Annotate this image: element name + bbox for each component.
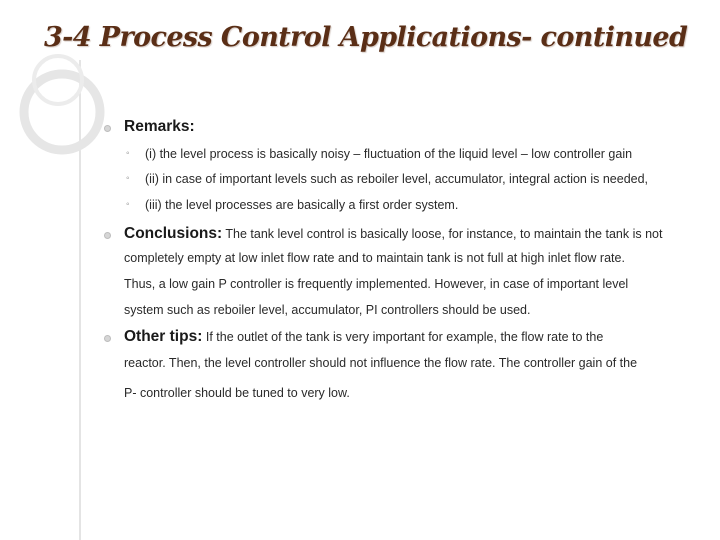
conclusions-line: The tank level control is basically loose, for instance, to maintain the tank is not xyxy=(225,227,663,241)
bullet-other-tips-icon xyxy=(104,335,111,342)
other-tips-line: reactor. Then, the level controller should not influence the flow rate. The controller gain of the xyxy=(124,356,638,370)
remarks-item: (iii) the level processes are basically a first order system. xyxy=(145,198,459,212)
bullet-conclusions-icon xyxy=(104,232,111,239)
bullet-remarks-icon xyxy=(104,125,111,132)
sub-bullet-icon: ◦ xyxy=(126,199,130,210)
remarks-heading: Remarks: xyxy=(124,118,195,135)
other-tips-paragraph xyxy=(124,328,603,346)
other-tips-line: P- controller should be tuned to very low. xyxy=(124,386,350,400)
conclusions-line: completely empty at low inlet flow rate and to maintain tank is not full at high inlet flow rate. xyxy=(124,251,625,265)
slide-title: 3-4 Process Control Applications- continued xyxy=(44,22,688,53)
sub-bullet-icon: ◦ xyxy=(126,173,130,184)
conclusions-heading: Conclusions: xyxy=(124,225,223,242)
conclusions-paragraph xyxy=(124,225,662,243)
remarks-item: (ii) in case of important levels such as reboiler level, accumulator, integral action is needed, xyxy=(145,172,649,186)
conclusions-line: system such as reboiler level, accumulator, PI controllers should be used. xyxy=(124,303,531,317)
other-tips-heading: Other tips: xyxy=(124,328,203,345)
remarks-item: (i) the level process is basically noisy – fluctuation of the liquid level – low controller gain xyxy=(145,147,633,161)
sub-bullet-icon: ◦ xyxy=(126,148,130,159)
other-tips-line: If the outlet of the tank is very important for example, the flow rate to the xyxy=(205,330,604,344)
conclusions-line: Thus, a low gain P controller is frequently implemented. However, in case of important level xyxy=(124,277,629,291)
